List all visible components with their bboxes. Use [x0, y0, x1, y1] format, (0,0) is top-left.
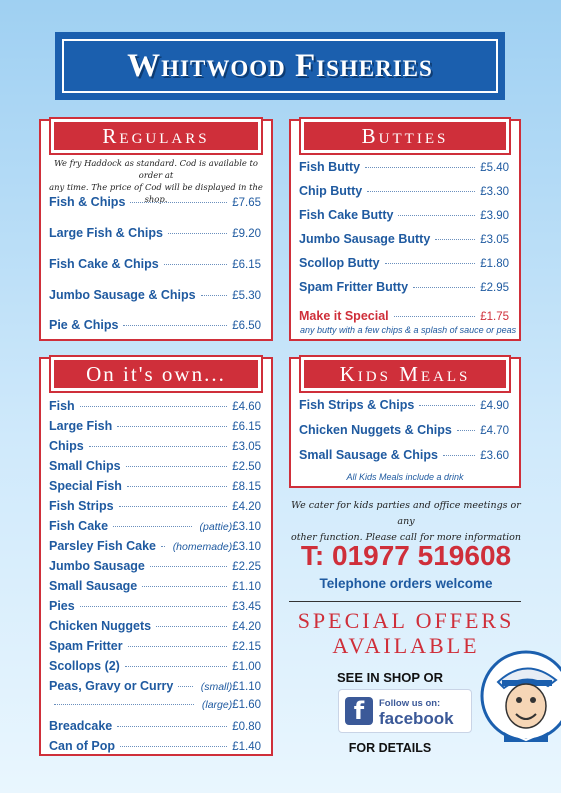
item-note: (homemade): [172, 541, 233, 553]
item-price: £1.00: [232, 661, 261, 673]
menu-item: [49, 699, 261, 711]
shop-title: Whitwood Fisheries: [62, 39, 498, 93]
menu-item: [49, 519, 261, 533]
item-name: Spam Fritter: [49, 639, 123, 653]
item-name: Small Sausage: [49, 579, 138, 593]
item-price: £3.30: [480, 186, 509, 198]
on-its-own-panel: [39, 357, 273, 756]
item-price: £1.10: [232, 681, 261, 693]
item-price: £1.10: [232, 581, 261, 593]
menu-item: [49, 659, 261, 673]
item-name: Fish Cake Butty: [299, 208, 394, 222]
item-note: (large): [201, 699, 233, 711]
item-price: £4.60: [232, 401, 261, 413]
item-price: £4.90: [480, 400, 509, 412]
menu-item: [49, 399, 261, 413]
item-price: £3.05: [232, 441, 261, 453]
item-name: Fish & Chips: [49, 195, 126, 209]
item-price: £2.50: [232, 461, 261, 473]
menu-item: [299, 160, 509, 174]
menu-item: [49, 499, 261, 513]
menu-item: [49, 599, 261, 613]
item-name: Breadcake: [49, 719, 113, 733]
item-price: £3.60: [480, 450, 509, 462]
item-note: (pattie): [199, 521, 233, 533]
menu-item: [299, 208, 509, 222]
see-in-shop-text: SEE IN SHOP OR: [337, 670, 443, 685]
special-offers-line-2: AVAILABLE: [332, 633, 480, 658]
item-price: £1.40: [232, 741, 261, 753]
on-its-own-heading: On it's own...: [51, 357, 261, 391]
item-name: Jumbo Sausage Butty: [299, 232, 431, 246]
butties-heading: Butties: [301, 119, 509, 153]
menu-item: [49, 479, 261, 493]
regulars-note-line-1: We fry Haddock as standard. Cod is available to order at: [54, 158, 258, 180]
item-name: Can of Pop: [49, 739, 115, 753]
item-price: £8.15: [232, 481, 261, 493]
item-name: Fish Butty: [299, 160, 361, 174]
item-name: Chicken Nuggets & Chips: [299, 423, 452, 437]
kids-meals-heading: Kids Meals: [301, 357, 509, 391]
item-name: Fish: [49, 399, 75, 413]
item-price: £9.20: [232, 228, 261, 240]
item-name: Pie & Chips: [49, 318, 119, 332]
item-price: £5.40: [480, 162, 509, 174]
divider: [289, 601, 521, 602]
menu-item: [299, 280, 509, 294]
item-price: £4.20: [232, 501, 261, 513]
special-item: [299, 309, 509, 323]
menu-item: [49, 579, 261, 593]
regulars-note-line-2: any time. The price of Cod will be displayed in the shop.: [49, 182, 263, 204]
menu-item: [49, 539, 261, 553]
item-price: £7.65: [232, 197, 261, 209]
item-price: £2.95: [480, 282, 509, 294]
kids-meals-panel: [289, 357, 521, 488]
item-name: Make it Special: [299, 309, 389, 323]
item-price: £3.10: [232, 521, 261, 533]
for-details-text: FOR DETAILS: [348, 741, 432, 755]
item-name: Jumbo Sausage: [49, 559, 145, 573]
item-name: Fish Cake & Chips: [49, 257, 159, 271]
item-name: Spam Fritter Butty: [299, 280, 409, 294]
item-price: £1.75: [480, 311, 509, 323]
item-name: Scollop Butty: [299, 256, 380, 270]
menu-item: [49, 195, 261, 209]
item-price: £3.10: [232, 541, 261, 553]
item-name: Large Fish: [49, 419, 113, 433]
item-name: Chip Butty: [299, 184, 363, 198]
item-name: Small Chips: [49, 459, 121, 473]
item-note: (small): [200, 681, 233, 693]
butties-panel: [289, 119, 521, 341]
special-offers-line-1: SPECIAL OFFERS: [297, 608, 515, 633]
item-price: £3.05: [480, 234, 509, 246]
item-price: £4.70: [480, 425, 509, 437]
phone-orders-note: Telephone orders welcome: [319, 576, 493, 591]
item-name: Fish Cake: [49, 519, 109, 533]
menu-item: [49, 318, 261, 332]
catering-note: [290, 498, 522, 546]
menu-item: [49, 739, 261, 753]
item-name: Parsley Fish Cake: [49, 539, 157, 553]
title-banner: [55, 32, 505, 100]
phone-number[interactable]: T: 01977 519608: [300, 540, 512, 571]
fish-fryer-mascot-icon: [478, 646, 561, 746]
menu-item: [299, 256, 509, 270]
regulars-panel: [39, 119, 273, 341]
menu-item: [49, 439, 261, 453]
item-name: Pies: [49, 599, 75, 613]
menu-item: [299, 423, 509, 437]
item-name: Jumbo Sausage & Chips: [49, 288, 196, 302]
item-price: £3.90: [480, 210, 509, 222]
item-price: £1.80: [480, 258, 509, 270]
item-name: Fish Strips: [49, 499, 114, 513]
regulars-heading: Regulars: [51, 119, 261, 153]
facebook-follow-button[interactable]: [338, 689, 472, 733]
menu-item: [49, 719, 261, 733]
item-name: Fish Strips & Chips: [299, 398, 415, 412]
catering-note-line-2: other function. Please call for more information: [291, 532, 521, 543]
catering-note-line-1: We cater for kids parties and office meetings or any: [291, 500, 521, 527]
facebook-follow-text: Follow us on:: [379, 698, 441, 709]
item-name: Peas, Gravy or Curry: [49, 679, 174, 693]
item-price: £3.45: [232, 601, 261, 613]
special-note: any butty with a few chips & a splash of sauce or peas: [300, 325, 517, 335]
menu-item: [49, 419, 261, 433]
item-name: Large Fish & Chips: [49, 226, 163, 240]
item-price: £0.80: [232, 721, 261, 733]
item-price: £6.50: [232, 320, 261, 332]
item-price: £5.30: [232, 290, 261, 302]
kids-meals-note: All Kids Meals include a drink: [346, 472, 464, 482]
item-price: £2.15: [232, 641, 261, 653]
item-name: Chicken Nuggets: [49, 619, 152, 633]
menu-item: [49, 559, 261, 573]
item-name: Chips: [49, 439, 84, 453]
menu-item: [299, 448, 509, 462]
item-price: £2.25: [232, 561, 261, 573]
item-price: £4.20: [232, 621, 261, 633]
facebook-label: [379, 696, 454, 726]
menu-item: [49, 257, 261, 271]
item-name: Scollops (2): [49, 659, 120, 673]
menu-item: [49, 226, 261, 240]
facebook-icon: f: [345, 697, 373, 725]
menu-item: [49, 679, 261, 693]
menu-item: [299, 232, 509, 246]
menu-item: [49, 639, 261, 653]
facebook-name: facebook: [379, 709, 454, 728]
item-name: Small Sausage & Chips: [299, 448, 438, 462]
item-price: £1.60: [232, 699, 261, 711]
menu-item: [49, 619, 261, 633]
item-name: Special Fish: [49, 479, 122, 493]
menu-item: [299, 184, 509, 198]
menu-item: [49, 459, 261, 473]
item-price: £6.15: [232, 421, 261, 433]
menu-item: [299, 398, 509, 412]
item-price: £6.15: [232, 259, 261, 271]
menu-item: [49, 288, 261, 302]
